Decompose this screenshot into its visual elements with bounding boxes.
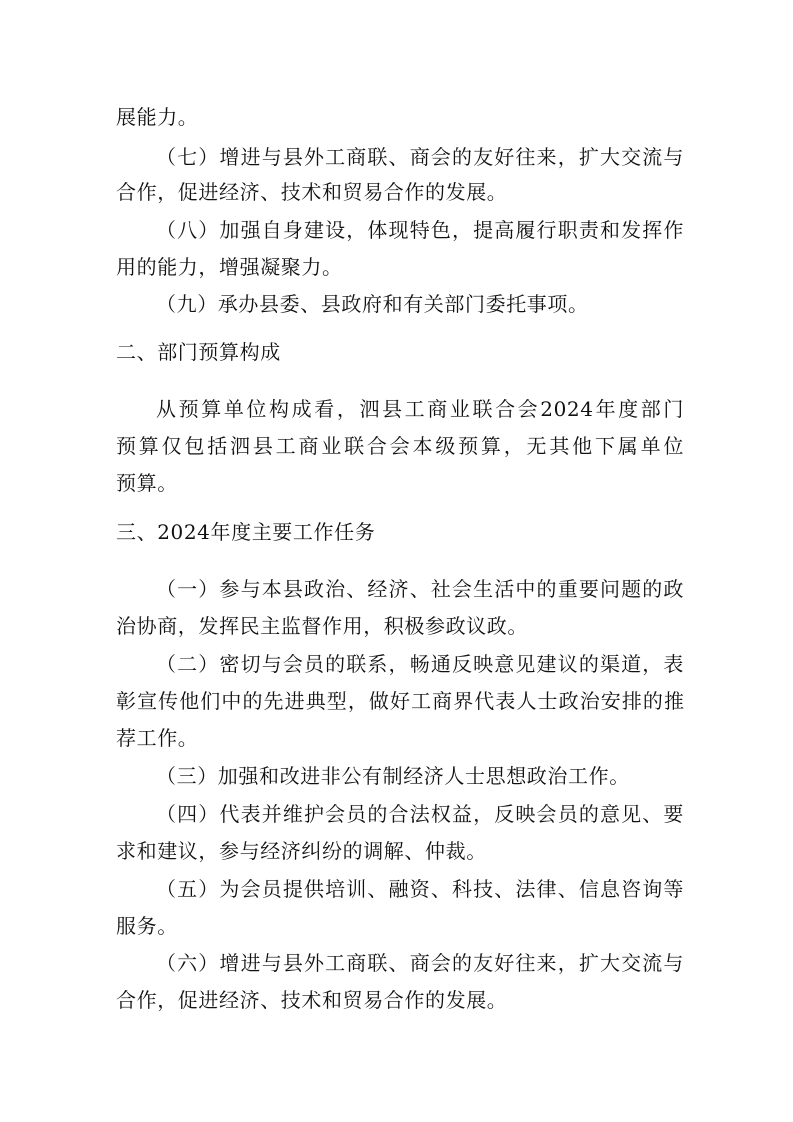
- paragraph-line: 彰宣传他们中的先进典型，做好工商界代表人士政治安排的推: [116, 689, 684, 713]
- paragraph-line: 用的能力，增强凝聚力。: [116, 255, 343, 279]
- paragraph-line: （一）参与本县政治、经济、社会生活中的重要问题的政: [156, 577, 684, 601]
- paragraph-line: （六）增进与县外工商联、商会的友好往来，扩大交流与: [156, 951, 684, 975]
- paragraph-line: 求和建议，参与经济纠纷的调解、仲裁。: [116, 839, 487, 863]
- paragraph-line: （二）密切与会员的联系，畅通反映意见建议的渠道，表: [156, 652, 684, 676]
- paragraph-line: 从预算单位构成看，泗县工商业联合会2024年度部门: [156, 397, 684, 421]
- paragraph-line: （七）增进与县外工商联、商会的友好往来，扩大交流与: [156, 145, 684, 169]
- paragraph-line: 合作，促进经济、技术和贸易合作的发展。: [116, 180, 508, 204]
- paragraph-line: （五）为会员提供培训、融资、科技、法律、信息咨询等: [156, 877, 684, 901]
- paragraph-line: 服务。: [116, 914, 178, 938]
- paragraph-line: （九）承办县委、县政府和有关部门委托事项。: [156, 292, 589, 316]
- paragraph-line: （八）加强自身建设，体现特色，提高履行职责和发挥作: [156, 218, 684, 242]
- paragraph-line: 合作，促进经济、技术和贸易合作的发展。: [116, 988, 508, 1012]
- paragraph-line: （四）代表并维护会员的合法权益，反映会员的意见、要: [156, 802, 684, 826]
- paragraph-line: 预算。: [116, 471, 178, 495]
- paragraph-line: 治协商，发挥民主监督作用，积极参政议政。: [116, 614, 528, 638]
- section-heading: 三、2024年度主要工作任务: [116, 520, 376, 544]
- section-heading: 二、部门预算构成: [116, 340, 281, 364]
- paragraph-line: （三）加强和改进非公有制经济人士思想政治工作。: [156, 764, 630, 788]
- paragraph-line: 展能力。: [116, 105, 199, 129]
- paragraph-line: 预算仅包括泗县工商业联合会本级预算，无其他下属单位: [116, 434, 684, 458]
- paragraph-line: 荐工作。: [116, 726, 199, 750]
